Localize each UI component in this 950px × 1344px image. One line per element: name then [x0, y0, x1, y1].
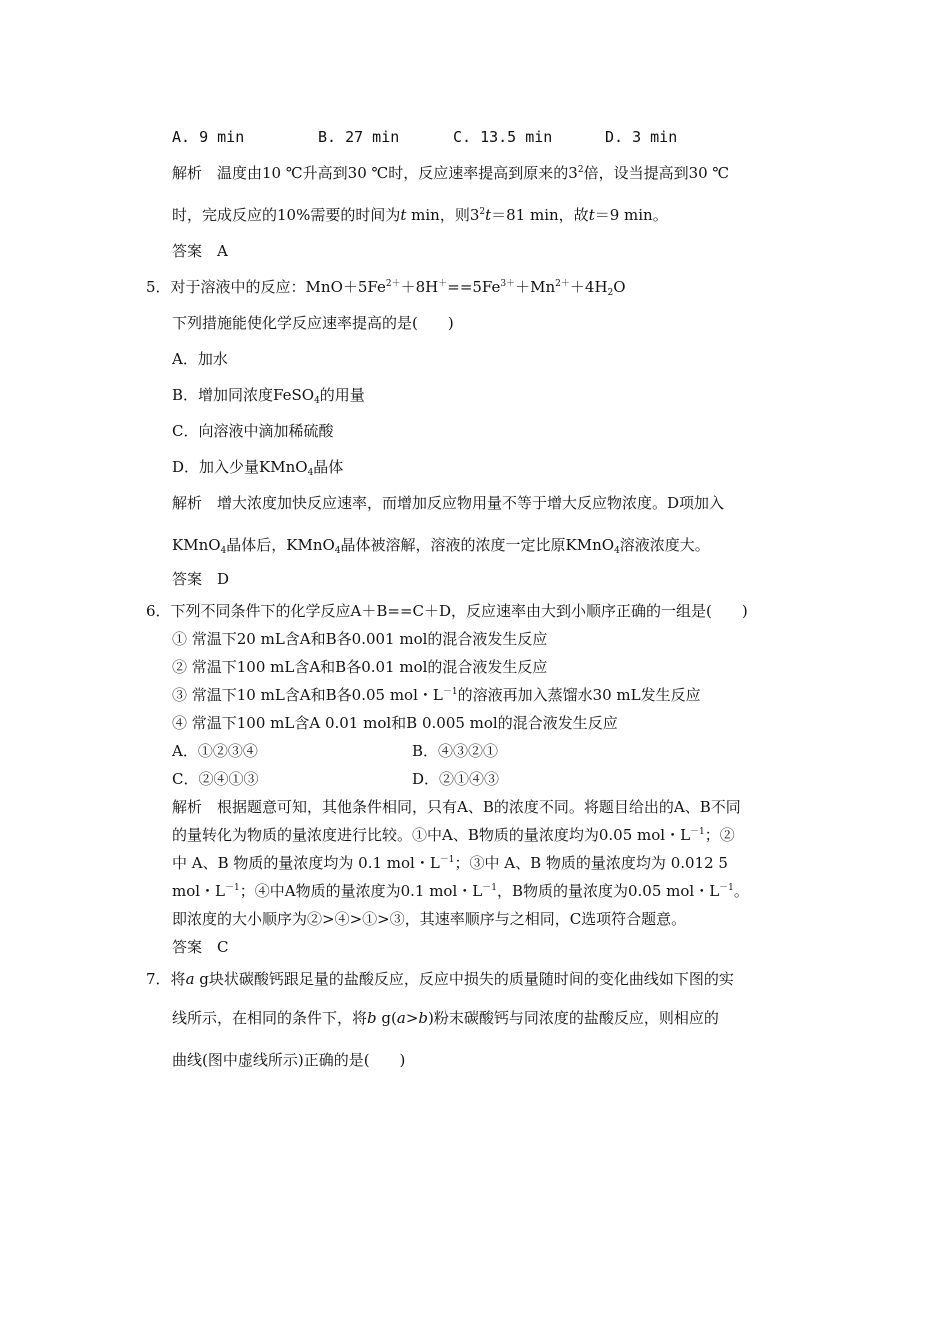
- q4-option-b: B. 27 min: [318, 128, 400, 146]
- subscript: 4: [334, 546, 341, 556]
- text: 溶液浓度大。: [619, 536, 710, 554]
- superscript: －1: [225, 883, 240, 893]
- q6-answer: [172, 937, 229, 957]
- text: 温度由10 ℃升高到30 ℃时，反应速率提高到原来的3: [217, 164, 578, 182]
- q5-option-c: C．向溶液中滴加稀硫酸: [172, 422, 334, 440]
- text: ==5Fe: [447, 278, 501, 296]
- text: 晶体被溶解，溶液的浓度一定比原KMnO: [340, 536, 615, 554]
- text: ＝9 min。: [594, 206, 668, 224]
- superscript: －1: [482, 883, 497, 893]
- text: ③ 常温下10 mL含A和B各0.05 mol・L: [172, 686, 443, 704]
- text: 增大浓度加快反应速率，而增加反应物用量不等于增大反应物浓度。D项加入: [217, 494, 725, 512]
- text: ＋4H: [569, 278, 608, 296]
- q6-analysis-line-4: [172, 881, 749, 901]
- q6-stem: [146, 601, 748, 621]
- superscript: 2: [577, 165, 584, 175]
- q5-option-d: [172, 457, 343, 477]
- q6-condition-4: ④ 常温下100 mL含A 0.01 mol和B 0.005 mol的混合液发生反应: [172, 714, 618, 732]
- answer-value: A: [217, 242, 228, 260]
- superscript: －1: [442, 687, 458, 697]
- text: 中 A、B 物质的量浓度均为 0.1 mol・L: [172, 854, 440, 872]
- q6-condition-2: ② 常温下100 mL含A和B各0.01 mol的混合液发生反应: [172, 658, 548, 676]
- text: KMnO: [172, 536, 221, 554]
- text: 线所示，在相同的条件下，将: [172, 1009, 368, 1027]
- analysis-label: 解析: [172, 164, 203, 182]
- subscript: 4: [314, 396, 320, 406]
- subscript: 4: [220, 546, 227, 556]
- text: 的溶液再加入蒸馏水30 mL发生反应: [457, 686, 701, 704]
- text: ；③中 A、B 物质的量浓度均为 0.012 5: [454, 854, 728, 872]
- superscript: 2: [479, 207, 486, 217]
- superscript: 2＋: [555, 279, 570, 289]
- text: 根据题意可知，其他条件相同，只有A、B的浓度不同。将题目给出的A、B不同: [217, 798, 741, 816]
- text: 倍，设当提高到30 ℃: [583, 164, 730, 182]
- q6-option-a: A．①②③④: [172, 742, 258, 760]
- q4-option-a: A. 9 min: [172, 128, 245, 146]
- q4-option-c: C. 13.5 min: [453, 128, 553, 146]
- q7-stem-line-1: [146, 969, 734, 989]
- variable: b: [367, 1009, 377, 1027]
- text: 的用量: [319, 386, 365, 404]
- answer-value: D: [217, 570, 230, 588]
- superscript: －1: [690, 827, 705, 837]
- variable: a: [185, 970, 195, 988]
- q6-analysis-line-5: 即浓度的大小顺序为②>④>①>③，其速率顺序与之相同，C选项符合题意。: [172, 910, 687, 928]
- q6-analysis-line-3: [172, 853, 728, 873]
- question-number: 7．: [146, 970, 171, 988]
- text: ；②: [704, 826, 735, 844]
- answer-label: 答案: [172, 938, 203, 956]
- superscript: 3＋: [500, 279, 516, 289]
- text: O: [613, 278, 626, 296]
- superscript: －1: [439, 855, 455, 865]
- superscript: －1: [719, 883, 734, 893]
- text: 下列不同条件下的化学反应A＋B==C＋D，反应速率由大到小顺序正确的一组是( ): [170, 602, 748, 620]
- text: ＋Mn: [515, 278, 556, 296]
- question-number: 5．: [146, 278, 171, 296]
- text: ，B物质的量浓度为0.05 mol・L: [496, 882, 720, 900]
- q5-stem: [146, 277, 626, 297]
- q5-analysis-line-2: [172, 535, 710, 555]
- text: 时，完成反应的10%需要的时间为: [172, 206, 401, 224]
- text: g块状碳酸钙跟足量的盐酸反应，反应中损失的质量随时间的变化曲线如下图的实: [194, 970, 734, 988]
- q4-analysis-line-2: [172, 205, 668, 225]
- answer-value: C: [217, 938, 229, 956]
- question-number: 6．: [146, 602, 171, 620]
- q7-stem-line-2: [172, 1008, 719, 1028]
- q6-condition-1: ① 常温下20 mL含A和B各0.001 mol的混合液发生反应: [172, 630, 548, 648]
- q5-option-b: [172, 385, 365, 405]
- subscript: 4: [614, 546, 620, 556]
- text: mol・L: [172, 882, 226, 900]
- q6-option-c: C．②④①③: [172, 770, 259, 788]
- text: 。: [733, 882, 749, 900]
- subscript: 2: [607, 288, 614, 298]
- subscript: 4: [307, 468, 314, 478]
- q5-analysis-line-1: [172, 493, 724, 513]
- text: min，则3: [406, 206, 480, 224]
- answer-label: 答案: [172, 242, 203, 260]
- variable: t: [485, 206, 492, 224]
- q4-option-d: D. 3 min: [605, 128, 678, 146]
- superscript: 2＋: [385, 279, 401, 289]
- text: D．加入少量KMnO: [172, 458, 308, 476]
- text: ＝81 min，故: [491, 206, 589, 224]
- text: )粉末碳酸钙与同浓度的盐酸反应，则相应的: [428, 1009, 719, 1027]
- q6-option-d: D．②①④③: [412, 770, 500, 788]
- variable: t: [588, 206, 595, 224]
- text: 晶体: [313, 458, 344, 476]
- q7-stem-line-3: 曲线(图中虚线所示)正确的是( ): [172, 1051, 406, 1069]
- answer-label: 答案: [172, 570, 203, 588]
- q6-option-b: B．④③②①: [412, 742, 499, 760]
- text: >: [405, 1009, 419, 1027]
- text: B．增加同浓度FeSO: [172, 386, 315, 404]
- variable: t: [400, 206, 407, 224]
- q6-analysis-line-2: [172, 825, 735, 845]
- q6-analysis-line-1: [172, 797, 741, 817]
- q6-condition-3: [172, 685, 701, 705]
- text: 晶体后，KMnO: [226, 536, 335, 554]
- analysis-label: 解析: [172, 798, 203, 816]
- analysis-label: 解析: [172, 494, 203, 512]
- variable: b: [418, 1009, 428, 1027]
- variable: a: [396, 1009, 406, 1027]
- text: 的量转化为物质的量浓度进行比较。①中A、B物质的量浓度均为0.05 mol・L: [172, 826, 691, 844]
- text: 对于溶液中的反应：MnO＋5Fe: [170, 278, 386, 296]
- q4-analysis-line-1: [172, 163, 729, 183]
- q5-option-a: A．加水: [172, 350, 228, 368]
- text: g(: [376, 1009, 397, 1027]
- q5-answer: [172, 569, 229, 589]
- text: ；④中A物质的量浓度为0.1 mol・L: [239, 882, 483, 900]
- superscript: ＋: [438, 279, 448, 289]
- text: ＋8H: [400, 278, 439, 296]
- text: 将: [170, 970, 186, 988]
- q5-question: 下列措施能使化学反应速率提高的是( ): [172, 314, 454, 332]
- q4-answer: [172, 241, 228, 261]
